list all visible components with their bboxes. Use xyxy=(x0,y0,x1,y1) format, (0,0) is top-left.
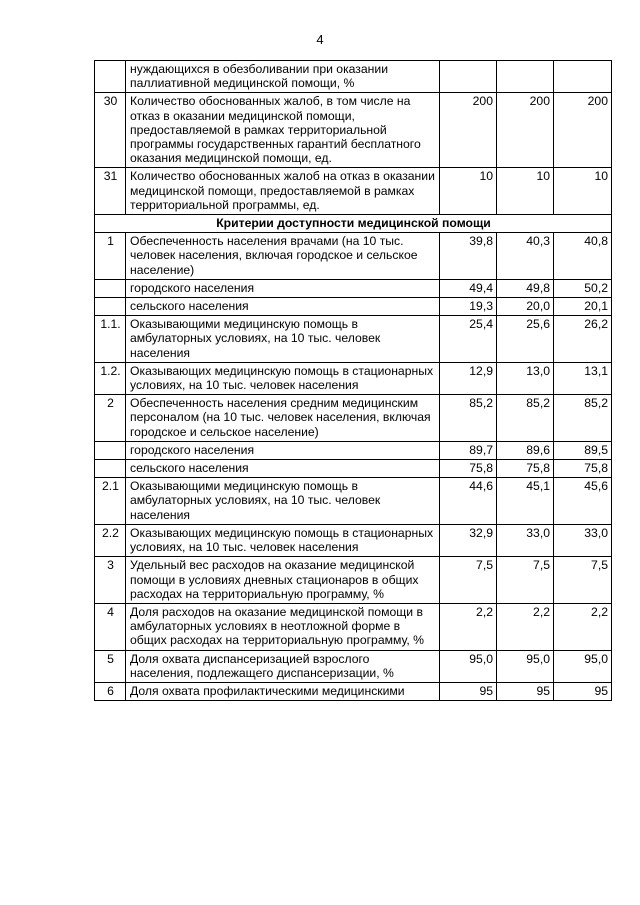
table-row xyxy=(95,362,612,394)
value-year-1: 39,8 xyxy=(440,233,497,280)
table-row xyxy=(95,61,612,93)
row-number: 1.2. xyxy=(95,362,126,394)
value-year-2 xyxy=(497,61,554,93)
value-year-3: 2,2 xyxy=(554,603,612,650)
value-year-2: 2,2 xyxy=(497,603,554,650)
value-year-3: 20,1 xyxy=(554,298,612,316)
indicator-text: Доля охвата профилактическими медицинскими xyxy=(126,682,440,700)
value-year-2: 75,8 xyxy=(497,460,554,478)
row-number: 2 xyxy=(95,395,126,442)
row-number xyxy=(95,441,126,459)
value-year-2: 49,8 xyxy=(497,279,554,297)
value-year-3: 85,2 xyxy=(554,395,612,442)
value-year-2: 200 xyxy=(497,93,554,168)
value-year-3: 7,5 xyxy=(554,557,612,604)
value-year-3: 26,2 xyxy=(554,316,612,363)
row-number: 31 xyxy=(95,168,126,215)
value-year-3: 200 xyxy=(554,93,612,168)
table-row xyxy=(95,650,612,682)
value-year-1: 85,2 xyxy=(440,395,497,442)
value-year-3: 10 xyxy=(554,168,612,215)
value-year-2: 33,0 xyxy=(497,524,554,556)
value-year-2: 20,0 xyxy=(497,298,554,316)
value-year-3: 95 xyxy=(554,682,612,700)
value-year-2: 95 xyxy=(497,682,554,700)
value-year-3: 95,0 xyxy=(554,650,612,682)
value-year-3: 89,5 xyxy=(554,441,612,459)
indicator-text: Удельный вес расходов на оказание медицинской помощи в условиях дневных стационаров в общих расходах на территориальную программу, % xyxy=(126,557,440,604)
row-number: 5 xyxy=(95,650,126,682)
value-year-3: 45,6 xyxy=(554,478,612,525)
row-number: 1 xyxy=(95,233,126,280)
value-year-1: 200 xyxy=(440,93,497,168)
value-year-1: 19,3 xyxy=(440,298,497,316)
section-title: Критерии доступности медицинской помощи xyxy=(95,215,612,233)
section-header-row xyxy=(95,215,612,233)
value-year-1: 44,6 xyxy=(440,478,497,525)
value-year-2: 25,6 xyxy=(497,316,554,363)
value-year-1: 32,9 xyxy=(440,524,497,556)
row-number xyxy=(95,460,126,478)
value-year-1: 25,4 xyxy=(440,316,497,363)
value-year-3: 33,0 xyxy=(554,524,612,556)
indicator-text: городского населения xyxy=(126,279,440,297)
value-year-1 xyxy=(440,61,497,93)
value-year-3: 75,8 xyxy=(554,460,612,478)
row-number: 1.1. xyxy=(95,316,126,363)
value-year-2: 85,2 xyxy=(497,395,554,442)
table-row xyxy=(95,168,612,215)
indicator-text: сельского населения xyxy=(126,460,440,478)
indicator-text: Оказывающими медицинскую помощь в амбулаторных условиях, на 10 тыс. человек населения xyxy=(126,316,440,363)
indicator-text: Обеспеченность населения средним медицинским персоналом (на 10 тыс. человек населения, включая городское и сельское население) xyxy=(126,395,440,442)
value-year-1: 75,8 xyxy=(440,460,497,478)
value-year-2: 13,0 xyxy=(497,362,554,394)
row-number xyxy=(95,61,126,93)
indicator-text: городского населения xyxy=(126,441,440,459)
indicator-text: Количество обоснованных жалоб, в том числе на отказ в оказании медицинской помощи, предоставляемой в рамках территориальной программы государственных гарантий бесплатного оказания медицинской помощи, ед. xyxy=(126,93,440,168)
value-year-2: 89,6 xyxy=(497,441,554,459)
row-number: 30 xyxy=(95,93,126,168)
indicator-text: сельского населения xyxy=(126,298,440,316)
row-number: 2.2 xyxy=(95,524,126,556)
table-row xyxy=(95,316,612,363)
row-number: 4 xyxy=(95,603,126,650)
value-year-1: 95,0 xyxy=(440,650,497,682)
value-year-1: 10 xyxy=(440,168,497,215)
value-year-2: 10 xyxy=(497,168,554,215)
page-number: 4 xyxy=(316,32,324,47)
indicator-text: Обеспеченность населения врачами (на 10 тыс. человек населения, включая городское и сельское население) xyxy=(126,233,440,280)
indicator-text: нуждающихся в обезболивании при оказании паллиативной медицинской помощи, % xyxy=(126,61,440,93)
row-number: 6 xyxy=(95,682,126,700)
indicator-text: Доля расходов на оказание медицинской помощи в амбулаторных условиях в неотложной форме в общих расходах на территориальную программу, % xyxy=(126,603,440,650)
table-row xyxy=(95,298,612,316)
table-row xyxy=(95,557,612,604)
value-year-1: 12,9 xyxy=(440,362,497,394)
value-year-2: 40,3 xyxy=(497,233,554,280)
value-year-3: 13,1 xyxy=(554,362,612,394)
value-year-2: 7,5 xyxy=(497,557,554,604)
table-row xyxy=(95,279,612,297)
table-row xyxy=(95,395,612,442)
value-year-1: 7,5 xyxy=(440,557,497,604)
table-row xyxy=(95,441,612,459)
value-year-2: 45,1 xyxy=(497,478,554,525)
value-year-1: 89,7 xyxy=(440,441,497,459)
indicator-text: Оказывающими медицинскую помощь в амбулаторных условиях, на 10 тыс. человек населения xyxy=(126,478,440,525)
value-year-3: 40,8 xyxy=(554,233,612,280)
indicator-text: Оказывающих медицинскую помощь в стационарных условиях, на 10 тыс. человек населения xyxy=(126,362,440,394)
row-number xyxy=(95,279,126,297)
indicator-text: Доля охвата диспансеризацией взрослого населения, подлежащего диспансеризации, % xyxy=(126,650,440,682)
row-number: 2.1 xyxy=(95,478,126,525)
table-row xyxy=(95,460,612,478)
table-row xyxy=(95,233,612,280)
value-year-1: 95 xyxy=(440,682,497,700)
value-year-3 xyxy=(554,61,612,93)
row-number xyxy=(95,298,126,316)
value-year-2: 95,0 xyxy=(497,650,554,682)
table-row xyxy=(95,478,612,525)
value-year-1: 49,4 xyxy=(440,279,497,297)
row-number: 3 xyxy=(95,557,126,604)
table-row xyxy=(95,524,612,556)
table-row xyxy=(95,682,612,700)
value-year-1: 2,2 xyxy=(440,603,497,650)
indicator-text: Количество обоснованных жалоб на отказ в оказании медицинской помощи, предоставляемой в рамках территориальной программы, ед. xyxy=(126,168,440,215)
value-year-3: 50,2 xyxy=(554,279,612,297)
indicator-text: Оказывающих медицинскую помощь в стационарных условиях, на 10 тыс. человек населения xyxy=(126,524,440,556)
table-row xyxy=(95,603,612,650)
table-row xyxy=(95,93,612,168)
criteria-table xyxy=(94,60,612,701)
